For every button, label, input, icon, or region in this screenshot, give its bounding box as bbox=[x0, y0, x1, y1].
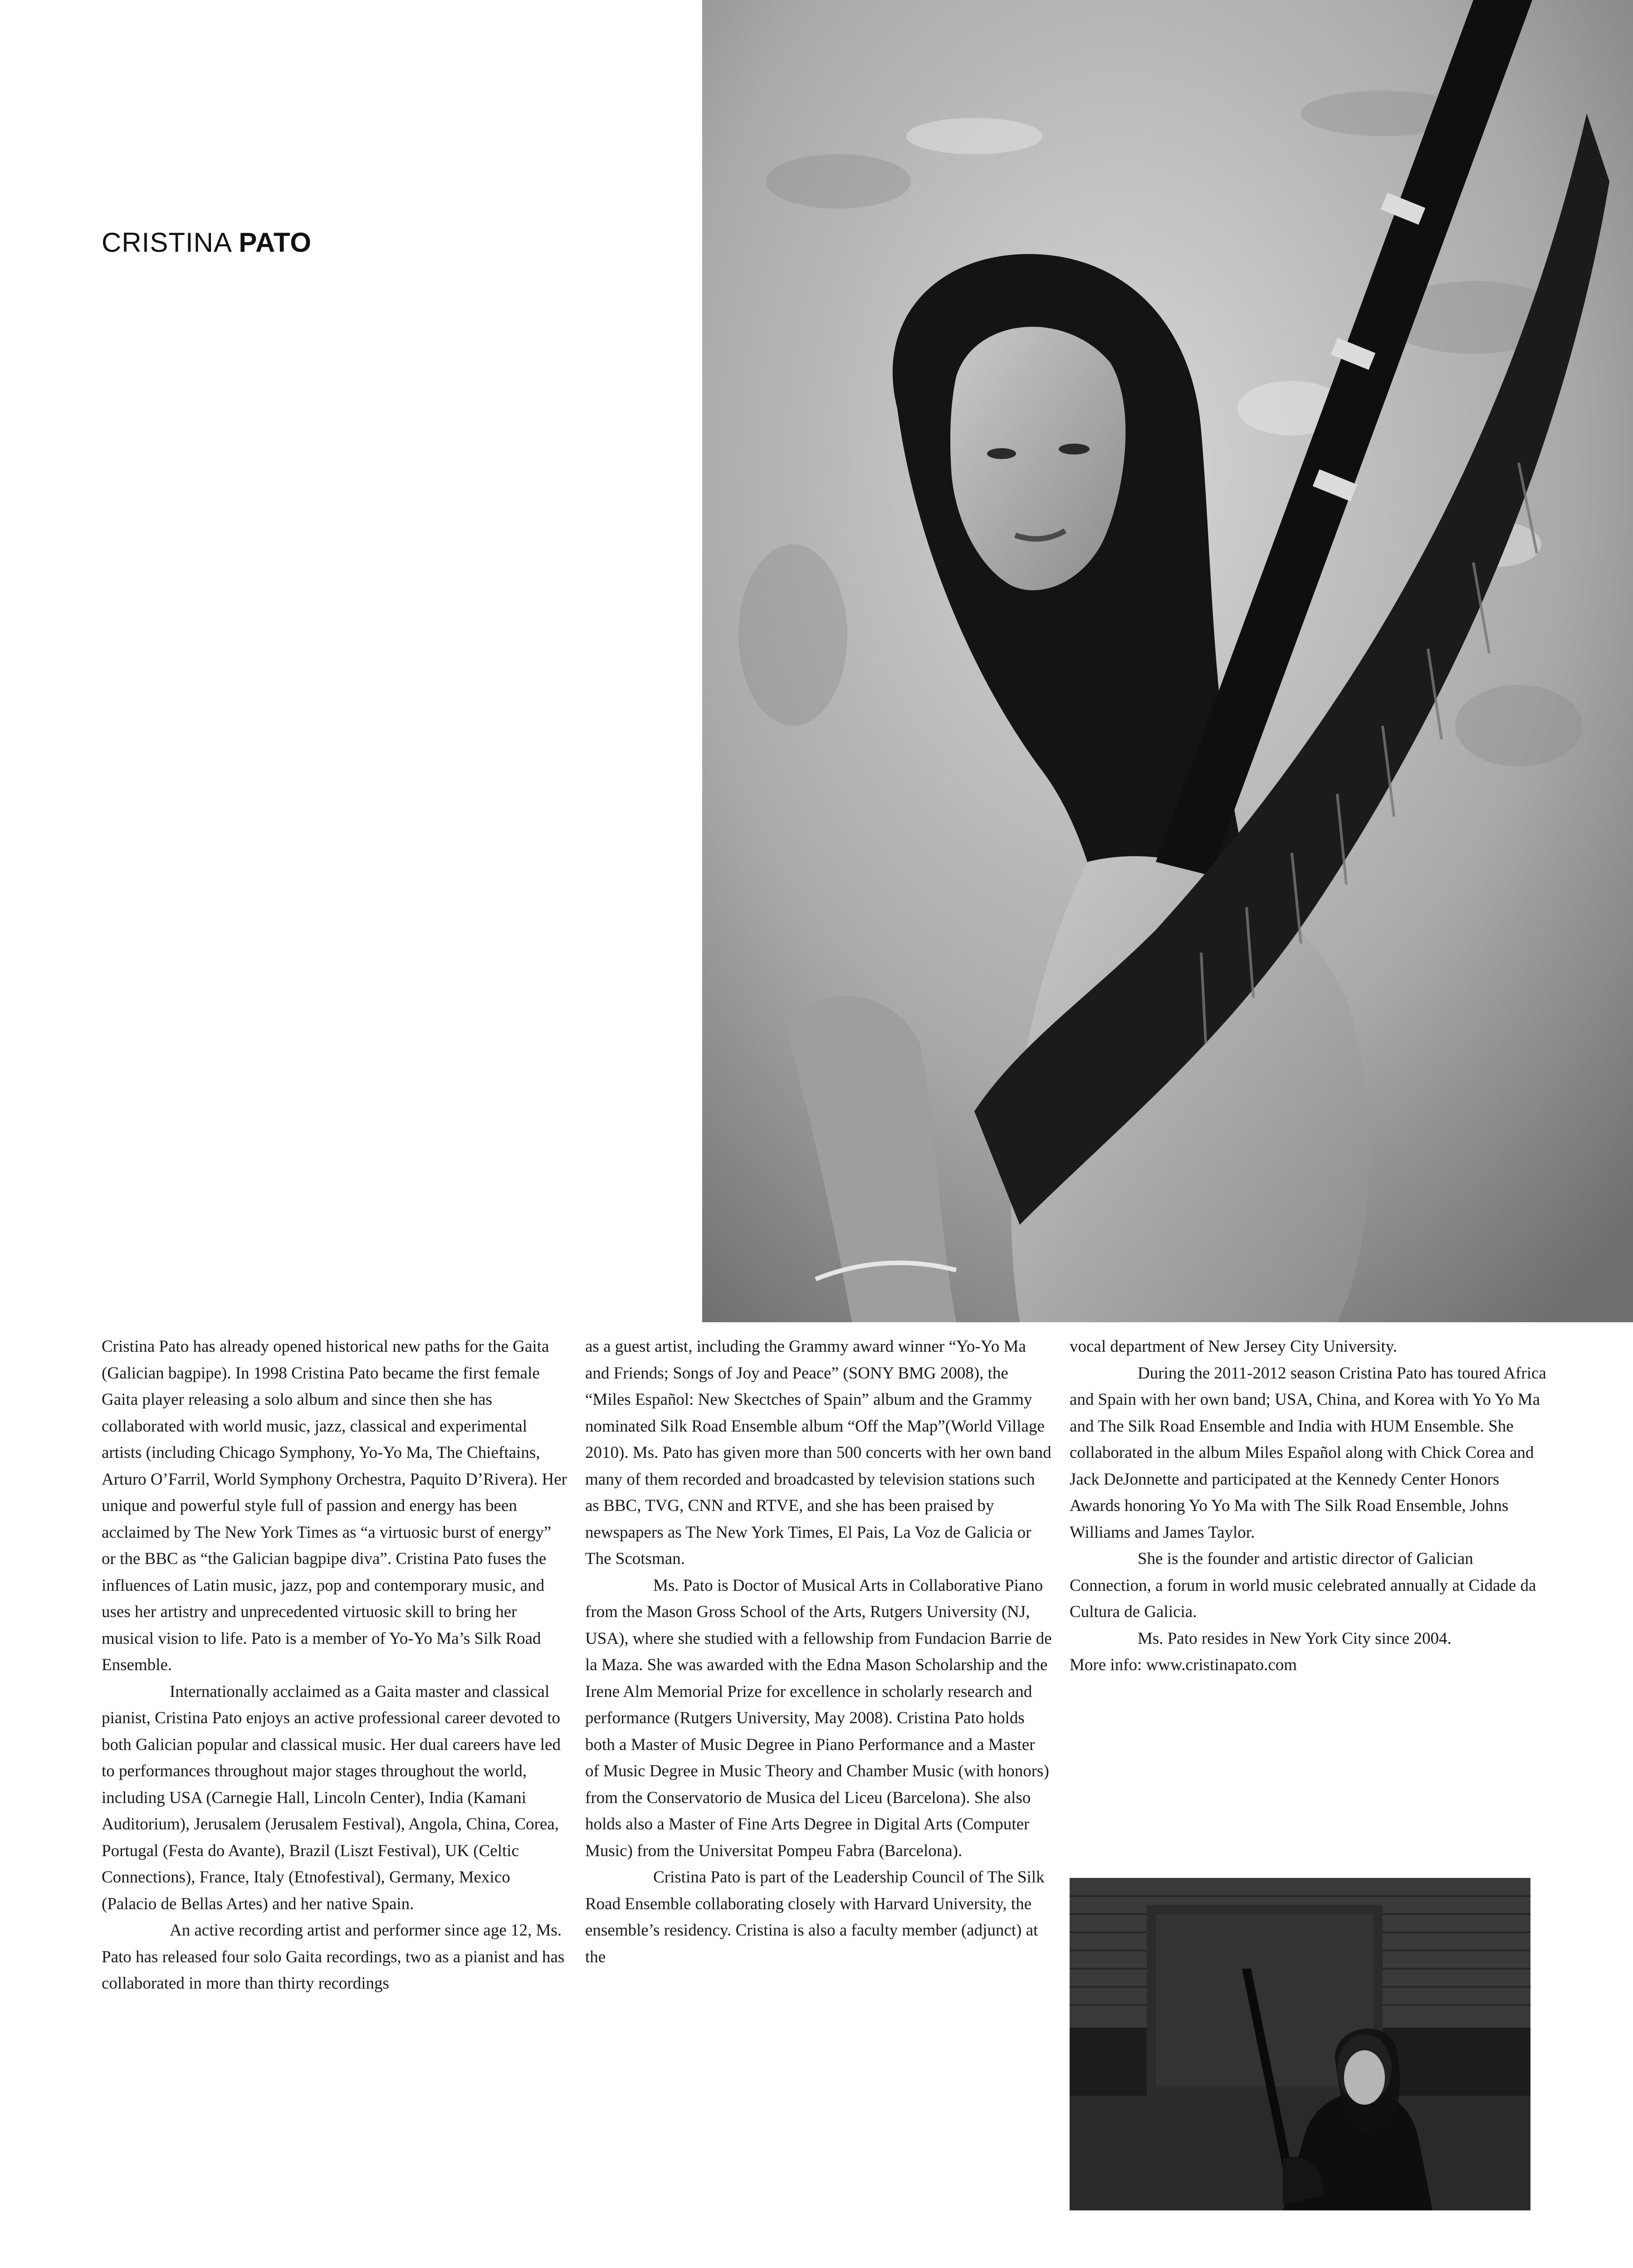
portrait-photo bbox=[702, 0, 1633, 1322]
paragraph: Internationally acclaimed as a Gaita master and classical pianist, Cristina Pato enjoys an active professional career devoted to both Galician popular and classical music. Her dual careers have led to performances throughout major stages throughout the world, including USA (Carnegie Hall, Lincoln Center), India (Kamani Auditorium), Jerusalem (Jerusalem Festival), Angola, China, Corea, Portugal (Festa do Avante), Brazil (Liszt Festival), UK (Celtic Connections), France, Italy (Etnofestival), Germany, Mexico (Palacio de Bellas Artes) and her native Spain. bbox=[102, 1682, 561, 1913]
paragraph: She is the founder and artistic director of Galician Connection, a forum in world music celebrated annually at Cidade da Cultura de Galicia. bbox=[1070, 1549, 1536, 1621]
text-column-3 bbox=[1070, 1334, 1550, 1679]
text-column-1 bbox=[102, 1334, 569, 1997]
paragraph: During the 2011-2012 season Cristina Pato has toured Africa and Spain with her own band; USA, China, and Korea with Yo Yo Ma and The Silk Road Ensemble and India with HUM Ensemble. She collaborated in the album Miles Español along with Chick Corea and Jack DeJonnette and participated at the Kennedy Center Honors Awards honoring Yo Yo Ma with The Silk Road Ensemble, Johns Williams and James Taylor. bbox=[1070, 1364, 1546, 1542]
paragraph: Ms. Pato is Doctor of Musical Arts in Collaborative Piano from the Mason Gross School of the Arts, Rutgers University (NJ, USA), where she studied with a fellowship from Fundacion Barrie de la Maza. She was awarded with the Edna Mason Scholarship and the Irene Alm Memorial Prize for excellence in scholarly research and performance (Rutgers University, May 2008). Cristina Pato holds both a Master of Music Degree in Piano Performance and a Master of Music Degree in Music Theory and Chamber Music (with honors) from the Conservatorio de Musica del Liceu (Barcelona). She also holds also a Master of Fine Arts Degree in Digital Arts (Computer Music) from the Universitat Pompeu Fabra (Barcelona). bbox=[585, 1576, 1052, 1860]
paragraph: as a guest artist, including the Grammy award winner “Yo-Yo Ma and Friends; Songs of Joy and Peace” (SONY BMG 2008), the “Miles Español: New Skectches of Spain” album and the Grammy nominated Silk Road Ensemble album “Off the Map”(World Village 2010). Ms. Pato has given more than 500 concerts with her own band many of them recorded and broadcasted by television stations such as BBC, TVG, CNN and RTVE, and she has been praised by newspapers as The New York Times, El Pais, La Voz de Galicia or The Scotsman. bbox=[585, 1337, 1051, 1568]
paragraph: vocal department of New Jersey City University. bbox=[1070, 1337, 1397, 1356]
page-title bbox=[102, 227, 312, 258]
performance-photo bbox=[1070, 1878, 1530, 2210]
title-first-name: CRISTINA bbox=[102, 227, 231, 258]
title-last-name: PATO bbox=[239, 227, 312, 258]
paragraph: Cristina Pato is part of the Leadership Council of The Silk Road Ensemble collaborating closely with Harvard University, the ensemble’s residency. Cristina is also a faculty member (adjunct) at the bbox=[585, 1868, 1045, 1966]
paragraph: Cristina Pato has already opened historical new paths for the Gaita (Galician bagpipe). In 1998 Cristina Pato became the first female Gaita player releasing a solo album and since then she has collaborated with world music, jazz, classical and experimental artists (including Chicago Symphony, Yo-Yo Ma, The Chieftains, Arturo O’Farril, World Symphony Orchestra, Paquito D’Rivera). Her unique and powerful style full of passion and energy has been acclaimed by The New York Times as “a virtuosic burst of energy” or the BBC as “the Galician bagpipe diva”. Cristina Pato fuses the influences of Latin music, jazz, pop and contemporary music, and uses her artistry and unprecedented virtuosic skill to bring her musical vision to life. Pato is a member of Yo-Yo Ma’s Silk Road Ensemble. bbox=[102, 1337, 567, 1674]
paragraph: More info: www.cristinapato.com bbox=[1070, 1656, 1297, 1674]
paragraph: An active recording artist and performer since age 12, Ms. Pato has released four solo Gaita recordings, two as a pianist and has collaborated in more than thirty recordings bbox=[102, 1921, 565, 1993]
text-column-2 bbox=[585, 1334, 1052, 1970]
paragraph: Ms. Pato resides in New York City since 2004. bbox=[1138, 1629, 1452, 1648]
